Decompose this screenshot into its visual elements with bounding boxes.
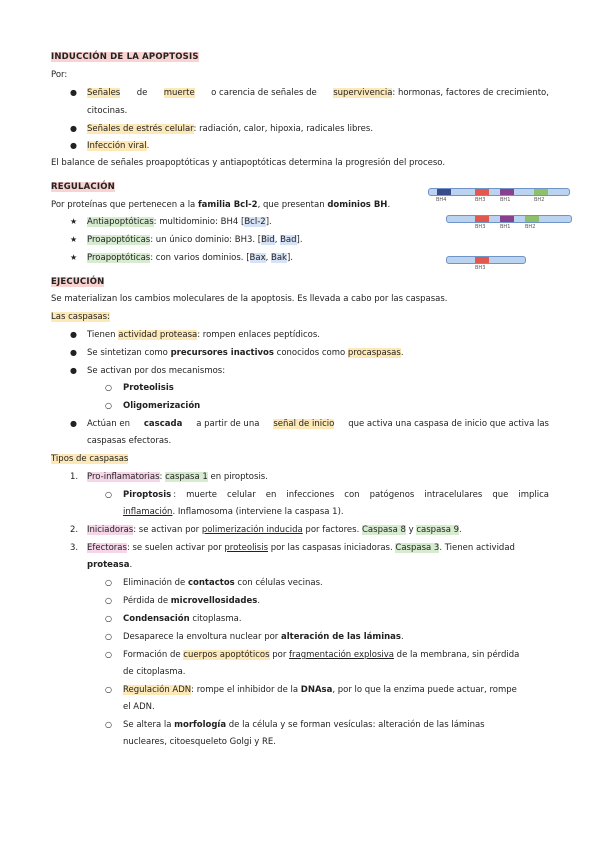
domain-bh1	[500, 189, 514, 195]
efecto-regulacion-adn: Regulación ADN: rompe el inhibidor de la DNAsa, por lo que la enzima puede actuar, rompe	[123, 685, 517, 695]
domain-bh3	[475, 189, 489, 195]
list-number: 1.	[70, 472, 79, 482]
efecto-morfologia-cont: nucleares, citoesqueleto Golgi y RE.	[123, 737, 276, 747]
protein-bar-multidomain-proapoptotic	[446, 215, 572, 223]
efecto-cuerpos-apoptoticos-cont: de citoplasma.	[123, 667, 186, 677]
protein-bar-multidomain-antiapoptotic	[428, 188, 570, 196]
caspasas-label: Las caspasas:	[51, 312, 110, 322]
label-bh2: BH2	[534, 197, 545, 203]
mecanismo-proteolisis: Proteolisis	[123, 383, 174, 393]
por-label: Por:	[51, 70, 68, 80]
domain-bh2	[534, 189, 548, 195]
list-number: 3.	[70, 543, 79, 553]
efecto-morfologia: Se altera la morfología de la célula y se forman vesículas: alteración de las láminas	[123, 720, 485, 730]
bullet-senales-muerte: Señales de muerte o carencia de señales de supervivencia: hormonas, factores de crecimiento,	[87, 88, 549, 98]
bullet-icon: ●	[70, 124, 77, 133]
bullet-estres: Señales de estrés celular: radiación, calor, hipoxia, radicales libres.	[87, 124, 374, 134]
tipos-label: Tipos de caspasas	[51, 454, 129, 464]
tipo-iniciadoras: Iniciadoras: se activan por polimerización inducida por factores. Caspasa 8 y caspasa 9.	[87, 525, 462, 535]
efecto-regulacion-adn-cont: el ADN.	[123, 702, 155, 712]
tipo-efectoras: Efectoras: se suelen activar por proteolisis por las caspasas iniciadoras. Caspasa 3. Tienen actividad	[87, 543, 515, 553]
circle-bullet-icon: ○	[105, 650, 112, 659]
section-heading-induccion: INDUCCIÓN DE LA APOPTOSIS	[51, 52, 199, 62]
bullet-icon: ●	[70, 141, 77, 150]
piroptosis-line: Piroptosis : muerte celular en infecciones con patógenos intracelulares que implica	[123, 490, 549, 500]
domain-bh1	[500, 216, 514, 222]
domain-bh3	[475, 216, 489, 222]
label-bh3: BH3	[475, 224, 486, 230]
piroptosis-line-cont: inflamación. Inflamosoma (interviene la caspasa 1).	[123, 507, 344, 517]
circle-bullet-icon: ○	[105, 596, 112, 605]
regulacion-proapoptoticas-1: Proapoptóticas: un único dominio: BH3. [Bid, Bad].	[87, 235, 303, 245]
star-icon: ★	[70, 217, 78, 226]
circle-bullet-icon: ○	[105, 383, 112, 392]
regulacion-intro: Por proteínas que pertenecen a la familia Bcl-2, que presentan dominios BH.	[51, 200, 391, 210]
bullet-icon: ●	[70, 330, 77, 339]
circle-bullet-icon: ○	[105, 685, 112, 694]
star-icon: ★	[70, 235, 78, 244]
section-heading-regulacion: REGULACIÓN	[51, 182, 115, 192]
circle-bullet-icon: ○	[105, 720, 112, 729]
caspasas-mecanismos: Se activan por dos mecanismos:	[87, 366, 226, 376]
label-bh1: BH1	[500, 197, 511, 203]
domain-bh4	[437, 189, 451, 195]
bullet-icon: ●	[70, 348, 77, 357]
label-bh1: BH1	[500, 224, 511, 230]
circle-bullet-icon: ○	[105, 490, 112, 499]
section-heading-ejecucion: EJECUCIÓN	[51, 277, 105, 287]
efecto-contactos: Eliminación de contactos con células vecinas.	[123, 578, 323, 588]
domain-bh3	[475, 257, 489, 263]
caspasas-proteasa: Tienen actividad proteasa: rompen enlaces peptídicos.	[87, 330, 320, 340]
regulacion-antiapoptoticas: Antiapoptóticas: multidominio: BH4 [Bcl-2].	[87, 217, 272, 227]
caspasas-precursores: Se sintetizan como precursores inactivos conocidos como procaspasas.	[87, 348, 404, 358]
ejecucion-intro: Se materializan los cambios moleculares de la apoptosis. Es llevada a cabo por las caspasas.	[51, 294, 448, 304]
bullet-senales-muerte-cont: citocinas.	[87, 106, 128, 116]
efecto-cuerpos-apoptoticos: Formación de cuerpos apoptóticos por fragmentación explosiva de la membrana, sin pérdida	[123, 650, 520, 660]
bullet-icon: ●	[70, 419, 77, 428]
tipo-efectoras-cont: proteasa.	[87, 560, 133, 570]
protein-bar-bh3-only	[446, 256, 526, 264]
caspasas-cascada: Actúan en cascada a partir de una señal de inicio que activa una caspasa de inicio que activa las	[87, 419, 549, 429]
balance-text: El balance de señales proapoptóticas y antiapoptóticas determina la progresión del proceso.	[51, 158, 446, 168]
efecto-laminas: Desaparece la envoltura nuclear por alteración de las láminas.	[123, 632, 404, 642]
label-bh4: BH4	[436, 197, 447, 203]
efecto-condensacion: Condensación citoplasma.	[123, 614, 242, 624]
circle-bullet-icon: ○	[105, 401, 112, 410]
efecto-microvellosidades: Pérdida de microvellosidades.	[123, 596, 261, 606]
label-bh2: BH2	[525, 224, 536, 230]
star-icon: ★	[70, 253, 78, 262]
circle-bullet-icon: ○	[105, 614, 112, 623]
regulacion-proapoptoticas-2: Proapoptóticas: con varios dominios. [Bax, Bak].	[87, 253, 294, 263]
circle-bullet-icon: ○	[105, 632, 112, 641]
mecanismo-oligomerizacion: Oligomerización	[123, 401, 201, 411]
domain-bh2	[525, 216, 539, 222]
caspasas-cascada-cont: caspasas efectoras.	[87, 436, 172, 446]
bullet-icon: ●	[70, 366, 77, 375]
label-bh3: BH3	[475, 197, 486, 203]
label-bh3: BH3	[475, 265, 486, 271]
bullet-icon: ●	[70, 88, 77, 97]
tipo-proinflamatorias: Pro-inflamatorias: caspasa 1 en piroptosis.	[87, 472, 268, 482]
circle-bullet-icon: ○	[105, 578, 112, 587]
bullet-infeccion: Infección viral.	[87, 141, 150, 151]
list-number: 2.	[70, 525, 79, 535]
